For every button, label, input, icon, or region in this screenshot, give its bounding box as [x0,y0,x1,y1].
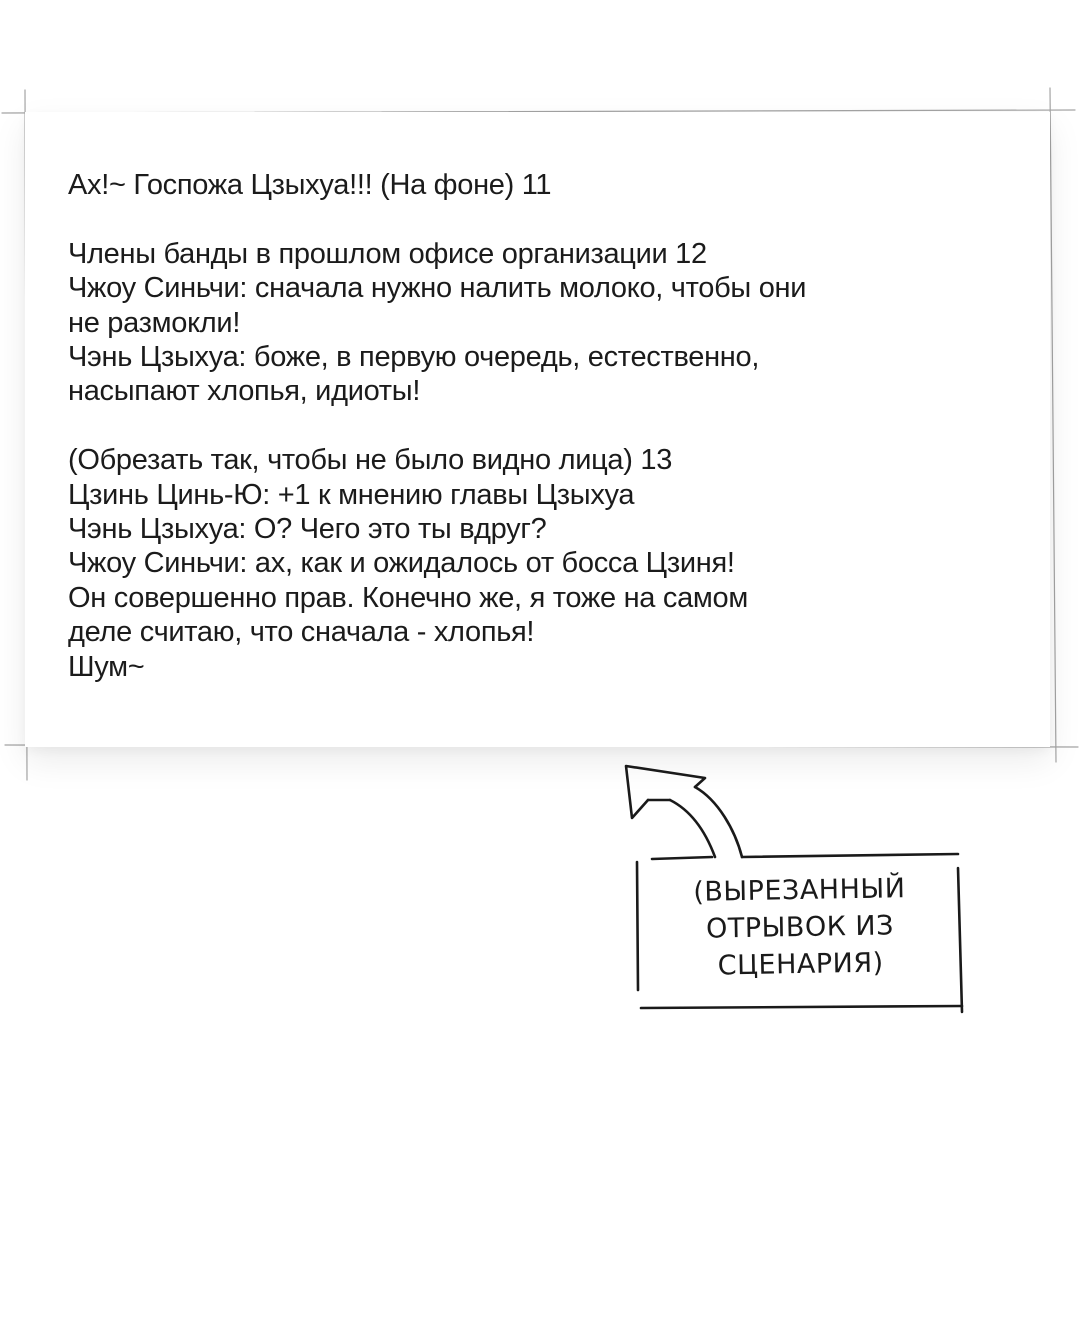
script-line: деле считаю, что сначала - хлопья! [68,616,535,649]
script-line: насыпают хлопья, идиоты! [68,375,421,408]
caption-line: ОТРЫВОК ИЗ [705,910,895,945]
script-line: Члены банды в прошлом офисе организации 12 [68,237,707,270]
script-block-2 [68,237,928,409]
script-line: (Обрезать так, чтобы не было видно лица) 13 [68,444,673,477]
caption-text [649,869,951,985]
script-block-3 [68,443,928,684]
script-block-1 [68,168,928,202]
script-line: Чжоу Синьчи: ах, как и ожидалось от босса Цзиня! [68,547,735,580]
script-excerpt [68,168,928,684]
script-line: Цзинь Цинь-Ю: +1 к мнению главы Цзыхуа [68,478,635,511]
script-line: Ах!~ Госпожа Цзыхуа!!! (На фоне) 11 [68,169,552,201]
script-line: Он совершенно прав. Конечно же, я тоже на самом [68,581,749,614]
script-line: Чжоу Синьчи: сначала нужно налить молоко, чтобы они [68,272,807,305]
caption-line: СЦЕНАРИЯ) [717,947,884,982]
script-line: Шум~ [68,650,145,683]
script-line: не размокли! [68,306,241,339]
script-line: Чэнь Цзыхуа: боже, в первую очередь, естественно, [68,341,760,374]
caption-line: (ВЫРЕЗАННЫЙ [693,873,906,908]
script-line: Чэнь Цзыхуа: О? Чего это ты вдруг? [68,513,547,546]
